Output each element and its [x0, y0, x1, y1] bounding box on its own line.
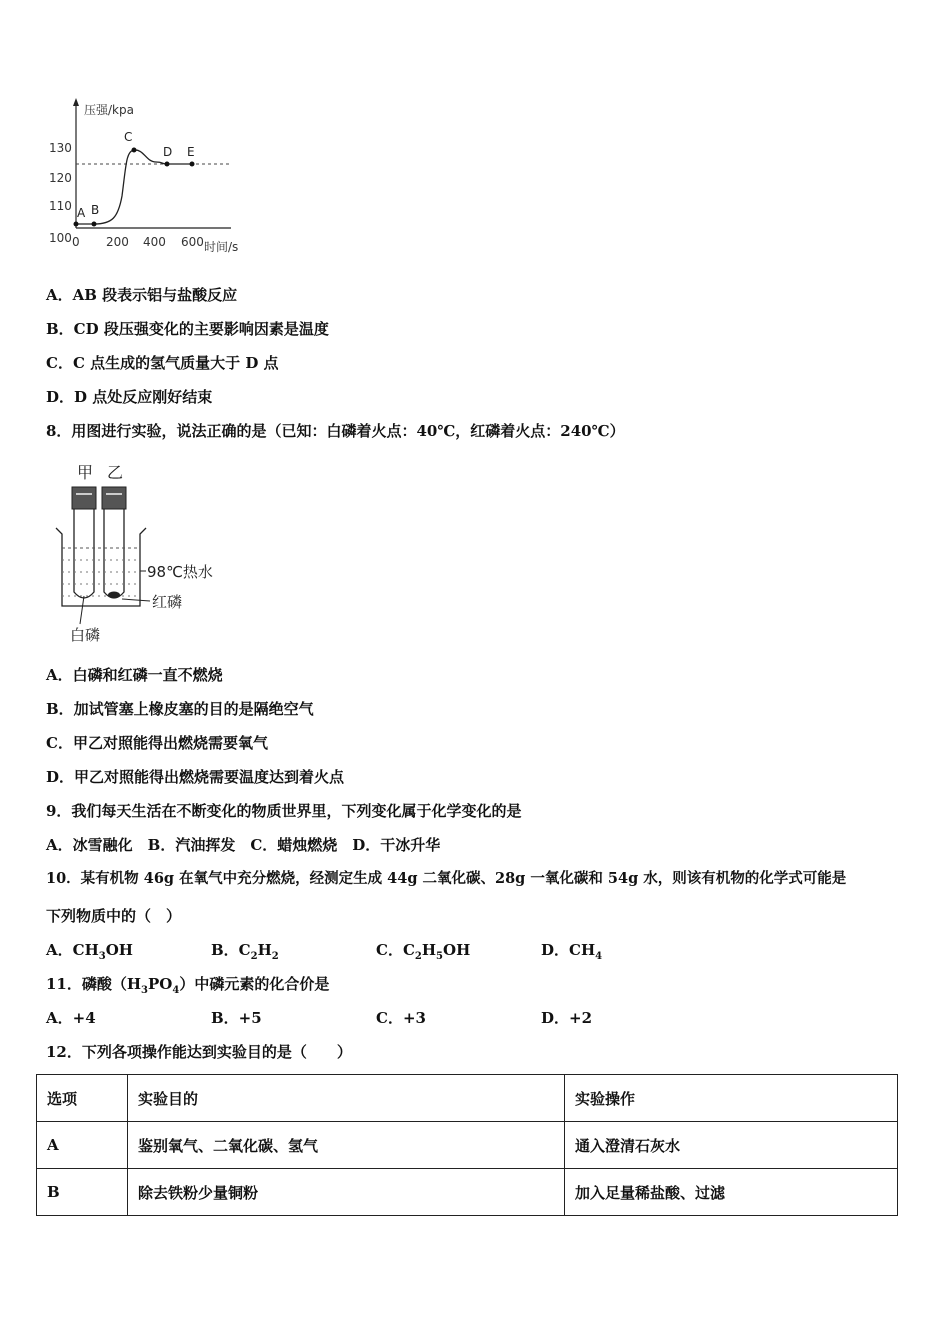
x-tick-400: 400: [143, 235, 166, 249]
table-cell: A: [37, 1122, 128, 1169]
test-tube-jia: [74, 509, 94, 598]
q9-stem: 9．我们每天生活在不断变化的物质世界里，下列变化属于化学变化的是: [46, 802, 522, 820]
stopper-jia: [72, 487, 96, 509]
table-cell: B: [37, 1169, 128, 1216]
point-label-b: B: [91, 203, 100, 217]
table-header-cell: 选项: [37, 1075, 128, 1122]
q7-option-a: A．AB 段表示铝与盐酸反应: [46, 286, 238, 304]
q10-option-a: A．$CH_3OH$: [46, 941, 133, 962]
label-red-phosphorus: 红磷: [152, 593, 183, 611]
point-label-d: D: [163, 145, 173, 159]
q8-option-c: C．甲乙对照能得出燃烧需要氧气: [46, 734, 268, 752]
point-label-e: E: [187, 145, 195, 159]
q8-option-a: A．白磷和红磷一直不燃烧: [46, 666, 223, 684]
table-header-cell: 实验操作: [565, 1075, 898, 1122]
q12-stem: 12．下列各项操作能达到实验目的是（ ）: [46, 1043, 352, 1061]
point-c: [132, 148, 137, 153]
table-header-row: [37, 1075, 898, 1122]
table-cell: 除去铁粉少量铜粉: [128, 1169, 565, 1216]
y-tick-110: 110: [49, 199, 72, 213]
q8-option-d: D．甲乙对照能得出燃烧需要温度达到着火点: [46, 768, 345, 786]
q8-option-b: B．加试管塞上橡皮塞的目的是隔绝空气: [46, 700, 314, 718]
stopper-yi: [102, 487, 126, 509]
q7-option-d: D．D 点处反应刚好结束: [46, 388, 213, 406]
q7-option-c: C．C 点生成的氢气质量大于 D 点: [46, 354, 279, 372]
point-label-a: A: [77, 206, 86, 220]
q11-option-b: B．+5: [211, 1009, 262, 1027]
q11-option-d: D．+2: [541, 1009, 593, 1027]
y-tick-130: 130: [49, 141, 72, 155]
x-tick-200: 200: [106, 235, 129, 249]
q11-option-a: A．+4: [46, 1009, 96, 1027]
q10-option-d: D．$CH_4$: [541, 941, 603, 962]
y-tick-120: 120: [49, 171, 72, 185]
q9-options: A．冰雪融化 B．汽油挥发 C．蜡烛燃烧 D．干冰升华: [46, 836, 441, 854]
table-cell: 鉴别氧气、二氧化碳、氢气: [128, 1122, 565, 1169]
y-tick-100: 100: [49, 231, 72, 245]
q12-table: [36, 1074, 898, 1216]
x-tick-600: 600: [181, 235, 204, 249]
x-tick-0: 0: [72, 235, 80, 249]
x-axis-label: 时间/s: [204, 240, 239, 254]
y-axis-label: 压强/kpa: [84, 103, 134, 117]
q11-option-c: C．+3: [376, 1009, 426, 1027]
red-phosphorus: [108, 592, 120, 599]
point-b: [92, 222, 97, 227]
q7-option-b: B．CD 段压强变化的主要影响因素是温度: [46, 320, 329, 338]
point-e: [190, 162, 195, 167]
beaker: [56, 528, 146, 606]
q10-option-b: B．$C_2H_2$: [211, 941, 279, 962]
point-label-c: C: [124, 130, 133, 144]
table-row: [37, 1169, 898, 1216]
q10-stem-line2: 下列物质中的（ ）: [46, 907, 182, 925]
table-cell: 加入足量稀盐酸、过滤: [565, 1169, 898, 1216]
label-yi: 乙: [107, 463, 124, 482]
q10-option-c: C．$C_2H_5OH$: [376, 941, 471, 962]
test-tube-yi: [104, 509, 124, 598]
table-cell: 通入澄清石灰水: [565, 1122, 898, 1169]
point-a: [74, 222, 79, 227]
table-row: [37, 1122, 898, 1169]
y-axis-arrow: [73, 98, 79, 106]
label-hot-water: 98℃热水: [147, 563, 213, 581]
label-white-phosphorus: 白磷: [70, 626, 101, 644]
combustion-experiment-figure: [52, 456, 227, 648]
label-jia: 甲: [77, 463, 94, 482]
table-header-cell: 实验目的: [128, 1075, 565, 1122]
q10-stem-line1: 10．某有机物 46g 在氧气中充分燃烧，经测定生成 44g 二氧化碳、28g 一氧化碳和 54g 水，则该有机物的化学式可能是: [46, 870, 847, 887]
q11-stem: 11．磷酸$(H_3PO_4)$中磷元素的化合价是: [46, 975, 330, 996]
q8-stem: 8．用图进行实验，说法正确的是（已知：白磷着火点：40℃，红磷着火点：240℃）: [46, 422, 625, 440]
point-d: [165, 162, 170, 167]
pressure-time-chart: [46, 96, 256, 256]
